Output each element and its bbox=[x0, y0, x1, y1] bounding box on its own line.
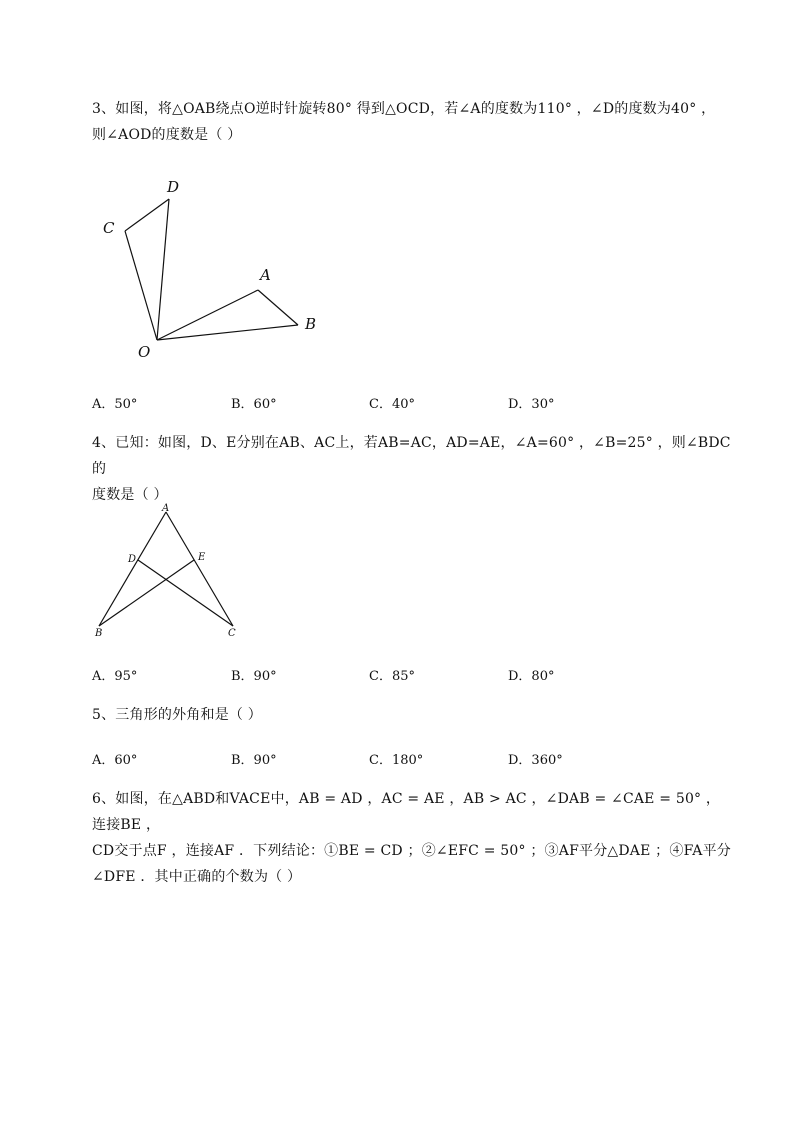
question-4-line-2: 度数是（ ） bbox=[92, 487, 168, 503]
label-B: B bbox=[305, 315, 317, 333]
label-D: D bbox=[128, 554, 137, 565]
question-4-line-1: 4、已知：如图，D、E分别在AB、AC上，若AB=AC，AD=AE，∠A=60° ，∠B=25° ，则∠BDC的 bbox=[92, 435, 731, 477]
label-A: A bbox=[260, 266, 271, 284]
option-d[interactable]: D．360° bbox=[508, 753, 563, 768]
option-b[interactable]: B．60° bbox=[231, 397, 277, 412]
label-C: C bbox=[103, 219, 115, 237]
question-3-line-2: 则∠AOD的度数是（ ） bbox=[92, 127, 242, 143]
option-b[interactable]: B．90° bbox=[231, 669, 277, 684]
label-D: D bbox=[167, 178, 180, 196]
segment-AB bbox=[99, 512, 166, 626]
question-6-line-2: CD交于点F ，连接AF ．下列结论：①BE = CD ；②∠EFC = 50° ；③AF平分△DAE ；④FA平分 bbox=[92, 843, 731, 859]
option-c[interactable]: C．40° bbox=[369, 397, 415, 412]
option-d[interactable]: D．80° bbox=[508, 669, 555, 684]
option-c[interactable]: C．180° bbox=[369, 753, 424, 768]
question-6 bbox=[92, 786, 732, 890]
option-a[interactable]: A．60° bbox=[92, 753, 138, 768]
segment-AC bbox=[166, 512, 233, 626]
label-C: C bbox=[228, 628, 236, 639]
option-b[interactable]: B．90° bbox=[231, 753, 277, 768]
segment-DC bbox=[138, 560, 233, 626]
question-5-line-1: 5、三角形的外角和是（ ） bbox=[92, 707, 262, 723]
question-5 bbox=[92, 702, 732, 728]
question-6-line-1: 6、如图，在△ABD和VACE中，AB = AD ，AC = AE ，AB > AC ，∠DAB = ∠CAE = 50° ，连接BE ， bbox=[92, 791, 721, 833]
label-A: A bbox=[162, 503, 170, 514]
segment-EB bbox=[99, 560, 194, 626]
option-c[interactable]: C．85° bbox=[369, 669, 415, 684]
question-3-line-1: 3、如图，将△OAB绕点O逆时针旋转80° 得到△OCD，若∠A的度数为110° ，∠D的度数为40° ， bbox=[92, 101, 716, 117]
option-a[interactable]: A．95° bbox=[92, 669, 138, 684]
option-d[interactable]: D．30° bbox=[508, 397, 555, 412]
question-6-line-3: ∠DFE ．其中正确的个数为（ ） bbox=[92, 869, 302, 885]
label-B: B bbox=[95, 628, 103, 639]
label-E: E bbox=[198, 552, 206, 563]
option-a[interactable]: A．50° bbox=[92, 397, 138, 412]
label-O: O bbox=[138, 343, 151, 361]
